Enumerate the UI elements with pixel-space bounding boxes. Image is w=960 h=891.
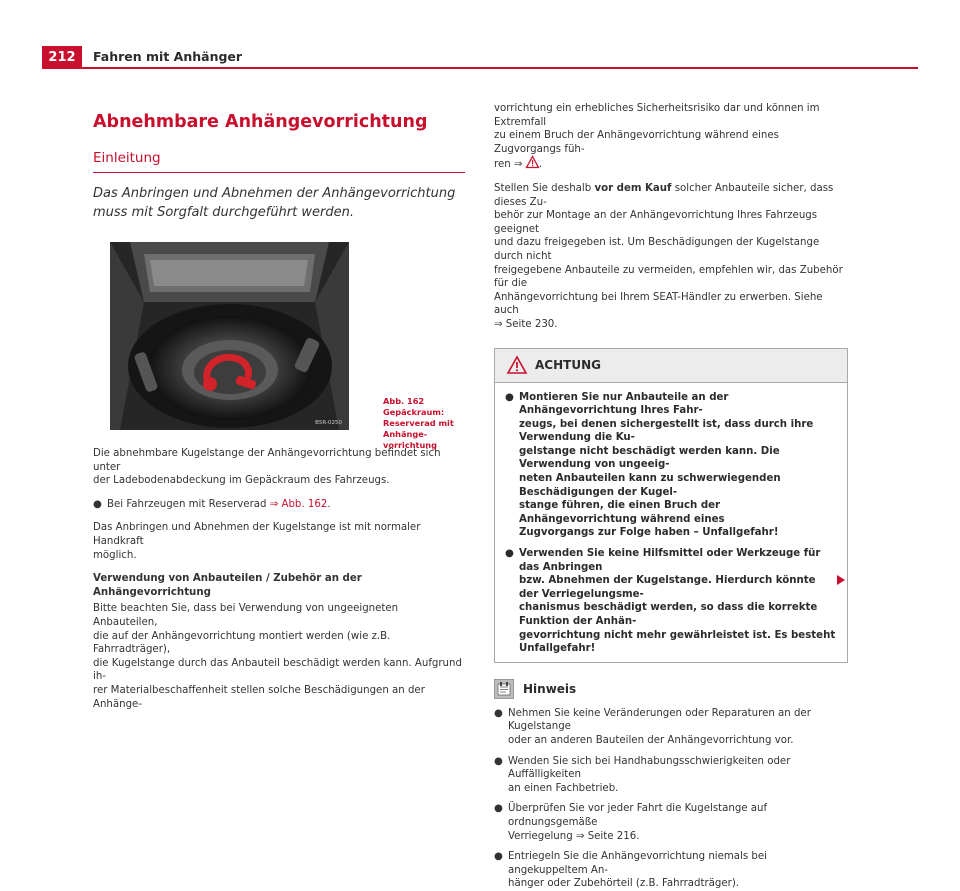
page-number: 212 xyxy=(42,46,82,68)
intro-text: Das Anbringen und Abnehmen der Anhängevorrichtung muss mit Sorgfalt durchgeführt werden. xyxy=(93,186,456,220)
paragraph-continuation: vorrichtung ein erhebliches Sicherheitsrisiko dar und können im Extremfall zu einem Bruch der Anhängevorrichtung während eines Zugvorgangs füh- ren ⇒ . xyxy=(494,103,820,171)
paragraph-location: Die abnehmbare Kugelstange der Anhängevorrichtung befindet sich unter der Ladebodenabdeckung im Gepäckraum des Fahrzeugs. xyxy=(93,448,441,487)
warning-box xyxy=(494,348,848,663)
running-header-title: Fahren mit Anhänger xyxy=(93,49,243,64)
image-code: B5R-0250 xyxy=(315,420,342,426)
paragraph-accessories: Verwendung von Anbauteilen / Zubehör an der Anhängevorrichtung Bitte beachten Sie, dass bei Verwendung von ungeeigneten Anbauteilen, die auf der Anhängevorrichtung montiert werden (wie z.B. Fahrradträger), die Kugelstange durch das Anbauteil beschädigt werden kann. Aufgrund ih- rer Materialbeschaffenheit stellen solche Beschädigungen an der Anhänge- xyxy=(93,572,465,711)
list-item: ● Bei Fahrzeugen mit Reserverad ⇒ Abb. 162. xyxy=(93,498,331,510)
list-item: ● Montieren Sie nur Anbauteile an der Anhängevorrichtung Ihres Fahr- zeugs, bei denen sichergestellt ist, dass durch ihre Verwendung die Ku- gelstange nicht beschädigt werden kann. Die Verwendung von ungeeig- neten Anbauteilen kann zu schwerwiegenden Beschädigungen der Kugel- stange führen, die einen Bruch der Anhängevorrichtung während eines Zugvorgangs zur Folge haben – Unfallgefahr! xyxy=(505,391,814,539)
section-heading: Abnehmbare Anhängevorrichtung xyxy=(93,112,428,132)
list-item: ● Überprüfen Sie vor jeder Fahrt die Kugelstange auf ordnungsgemäße Verriegelung ⇒ Seite 216. xyxy=(494,803,768,842)
paragraph-handling: Das Anbringen und Abnehmen der Kugelstange ist mit normaler Handkraft möglich. xyxy=(93,522,421,561)
paragraph-heading: Verwendung von Anbauteilen / Zubehör an der Anhängevorrichtung xyxy=(93,573,362,598)
note-icon xyxy=(494,679,514,699)
page-reference-link[interactable]: ⇒ Seite 230. xyxy=(494,318,558,330)
header-rule xyxy=(42,67,918,69)
warning-box-body xyxy=(495,383,847,662)
list-item: ● Wenden Sie sich bei Handhabungsschwierigkeiten oder Auffälligkeiten an einen Fachbetrieb. xyxy=(494,755,791,794)
list-item: ● Verwenden Sie keine Hilfsmittel oder Werkzeuge für das Anbringen bzw. Abnehmen der Kugelstange. Hierdurch könnte der Verriegelungsme- chanismus beschädigt werden, so dass die korrekte Funktion der Anhän- gevorrichtung nicht mehr gewährleistet ist. Es besteht Unfallgefahr! xyxy=(505,548,836,655)
continue-arrow-icon xyxy=(836,575,846,585)
figure xyxy=(93,242,465,450)
spare-wheel-illustration xyxy=(110,242,349,430)
paragraph-purchase: Stellen Sie deshalb vor dem Kauf solcher Anbauteile sicher, dass dieses Zu- behör zur Montage an der Anhängevorrichtung Ihres Fahrzeugs geeignet und dazu freigegeben ist. Um Beschädigungen der Kugelstange durch nicht freigegebene Anbauteile zu vermeiden, empfehlen wir, das Zubehör für die Anhängevorrichtung bei Ihrem SEAT-Händler zu erwerben. Siehe auch ⇒ Seite 230. xyxy=(494,182,848,332)
warning-icon[interactable] xyxy=(526,156,539,168)
figure-caption: Abb. 162 Gepäckraum: Reserverad mit Anhänge- vorrichtung xyxy=(383,396,454,450)
figure-reference-link[interactable]: ⇒ Abb. 162 xyxy=(269,498,328,510)
note-header xyxy=(494,679,848,699)
note-title: Hinweis xyxy=(523,681,577,696)
left-column xyxy=(93,112,465,711)
right-column xyxy=(494,102,848,891)
trunk-spare-wheel-image xyxy=(110,242,349,430)
warning-box-header xyxy=(495,349,847,383)
note-body xyxy=(494,707,848,891)
warning-triangle-icon xyxy=(507,356,527,374)
list-item: ● Nehmen Sie keine Veränderungen oder Reparaturen an der Kugelstange oder an anderen Bauteilen der Anhängevorrichtung vor. xyxy=(494,707,811,746)
warning-title: ACHTUNG xyxy=(535,358,601,372)
section-subheading: Einleitung xyxy=(93,150,465,173)
list-item: ● Entriegeln Sie die Anhängevorrichtung niemals bei angekuppeltem An- hänger oder Zubehörteil (z.B. Fahrradträger). xyxy=(494,851,767,890)
